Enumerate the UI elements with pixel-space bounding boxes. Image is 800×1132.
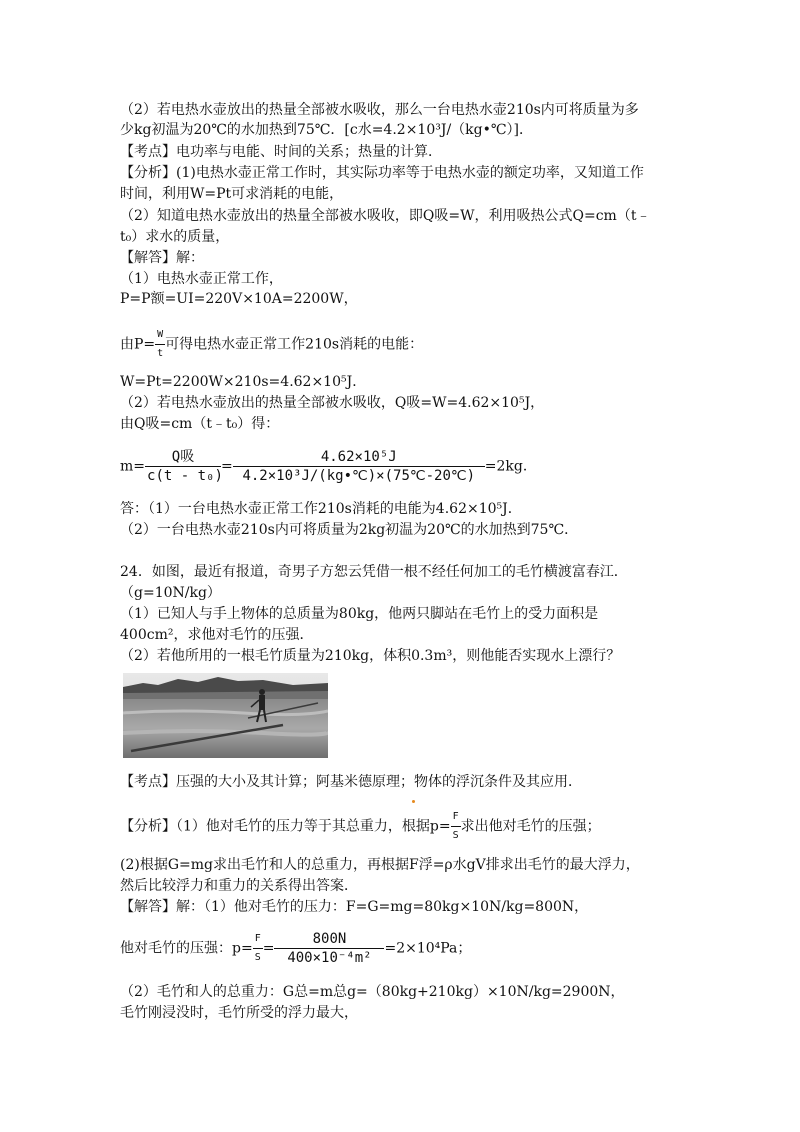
stray-mark — [412, 800, 415, 803]
fraction — [451, 808, 461, 845]
text-line: W=Pt=2200W×210s=4.62×10⁵J． — [120, 374, 367, 390]
text-line: （2）知道电热水壶放出的热量全部被水吸收，即Q吸=W，利用吸热公式Q=cm（t﹣ — [120, 208, 651, 224]
text-segment: =2×10⁴Pa； — [384, 940, 472, 957]
bamboo-rafting-photo — [123, 673, 328, 758]
formula-line — [120, 448, 537, 485]
text-line: （1）已知人与手上物体的总质量为80kg，他两只脚站在毛竹上的受力面积是 — [120, 606, 599, 622]
formula-line — [120, 930, 471, 967]
text-line: t₀）求水的质量， — [120, 229, 230, 245]
fraction-numerator: F — [451, 808, 461, 827]
text-line: 少kg初温为20℃的水加热到75℃．[c水=4.2×10³J/（kg•℃）]． — [120, 122, 534, 138]
text-segment: = — [221, 458, 233, 475]
text-line: 400cm²，求他对毛竹的压强． — [120, 627, 314, 643]
fraction — [233, 448, 485, 485]
text-line: （2）毛竹和人的总重力：G总=m总g=（80kg+210kg）×10N/kg=2900N， — [120, 984, 625, 1000]
text-line: (2)根据G=mg求出毛竹和人的总重力，再根据F浮=ρ水gV排求出毛竹的最大浮力， — [120, 857, 640, 873]
fraction-numerator: F — [253, 930, 263, 949]
text-line: （1）电热水壶正常工作， — [120, 271, 283, 287]
text-line: 【解答】解：（1）他对毛竹的压力：F=G=mg=80kg×10N/kg=800N， — [120, 899, 589, 915]
text-segment: 由P= — [120, 336, 156, 353]
fraction-denominator: S — [452, 830, 459, 841]
fraction — [253, 930, 263, 967]
fraction — [155, 326, 165, 363]
fraction-numerator: 4.62×10⁵J — [233, 448, 485, 467]
text-line: （2）一台电热水壶210s内可将质量为2kg初温为20℃的水加热到75℃． — [120, 522, 579, 538]
text-segment: = — [262, 940, 275, 957]
text-line: 【考点】压强的大小及其计算；阿基米德原理；物体的浮沉条件及其应用． — [120, 774, 582, 790]
text-line: （2）若电热水壶放出的热量全部被水吸收，那么一台电热水壶210s内可将质量为多 — [120, 102, 639, 118]
text-line: 答：（1）一台电热水壶正常工作210s消耗的电能为4.62×10⁵J． — [120, 501, 522, 517]
text-line: 毛竹刚浸没时，毛竹所受的浮力最大， — [120, 1005, 358, 1021]
text-segment: 他对毛竹的压强：p= — [120, 940, 253, 957]
text-line: 【分析】(1)电热水壶正常工作时，其实际功率等于电热水壶的额定功率，又知道工作 — [120, 165, 644, 181]
fraction-numerator: Q吸 — [145, 448, 221, 467]
text-segment: 可得电热水壶正常工作210s消耗的电能： — [165, 336, 424, 353]
fraction-denominator: t — [157, 348, 164, 359]
text-line: 由Q吸=cm（t﹣t₀）得： — [120, 416, 280, 432]
text-line: 【考点】电功率与电能、时间的关系；热量的计算． — [120, 144, 442, 160]
formula-line — [120, 326, 423, 363]
text-line: （2）若他所用的一根毛竹质量为210kg，体积0.3m³，则他能否实现水上漂行？ — [120, 648, 621, 664]
text-line: 时间，利用W=Pt可求消耗的电能， — [120, 186, 344, 202]
text-segment: =2kg． — [484, 458, 537, 475]
text-line: 然后比较浮力和重力的关系得出答案． — [120, 878, 358, 894]
text-line: 24．如图，最近有报道，奇男子方恕云凭借一根不经任何加工的毛竹横渡富春江． — [120, 564, 628, 580]
text-segment: 【分析】（1）他对毛竹的压力等于其总重力，根据p= — [120, 818, 451, 835]
fraction-denominator: 400×10⁻⁴m² — [287, 950, 372, 966]
formula-line — [120, 808, 601, 845]
fraction-denominator: c(t - t₀) — [147, 468, 223, 484]
text-line: P=P额=UI=220V×10A=2200W， — [120, 291, 358, 307]
fraction — [145, 448, 221, 485]
text-line: 【解答】解： — [120, 250, 204, 266]
text-segment: m= — [120, 458, 146, 475]
fraction-denominator: S — [254, 952, 261, 963]
text-line: （g=10N/kg） — [120, 585, 221, 601]
text-line: （2）若电热水壶放出的热量全部被水吸收，Q吸=W=4.62×10⁵J， — [120, 395, 545, 411]
fraction-denominator: 4.2×10³J/(kg•℃)×(75℃-20℃) — [242, 468, 476, 484]
fraction-numerator: W — [155, 326, 165, 345]
fraction-numerator: 800N — [274, 930, 384, 949]
text-segment: 求出他对毛竹的压强； — [460, 818, 601, 835]
fraction — [274, 930, 384, 967]
